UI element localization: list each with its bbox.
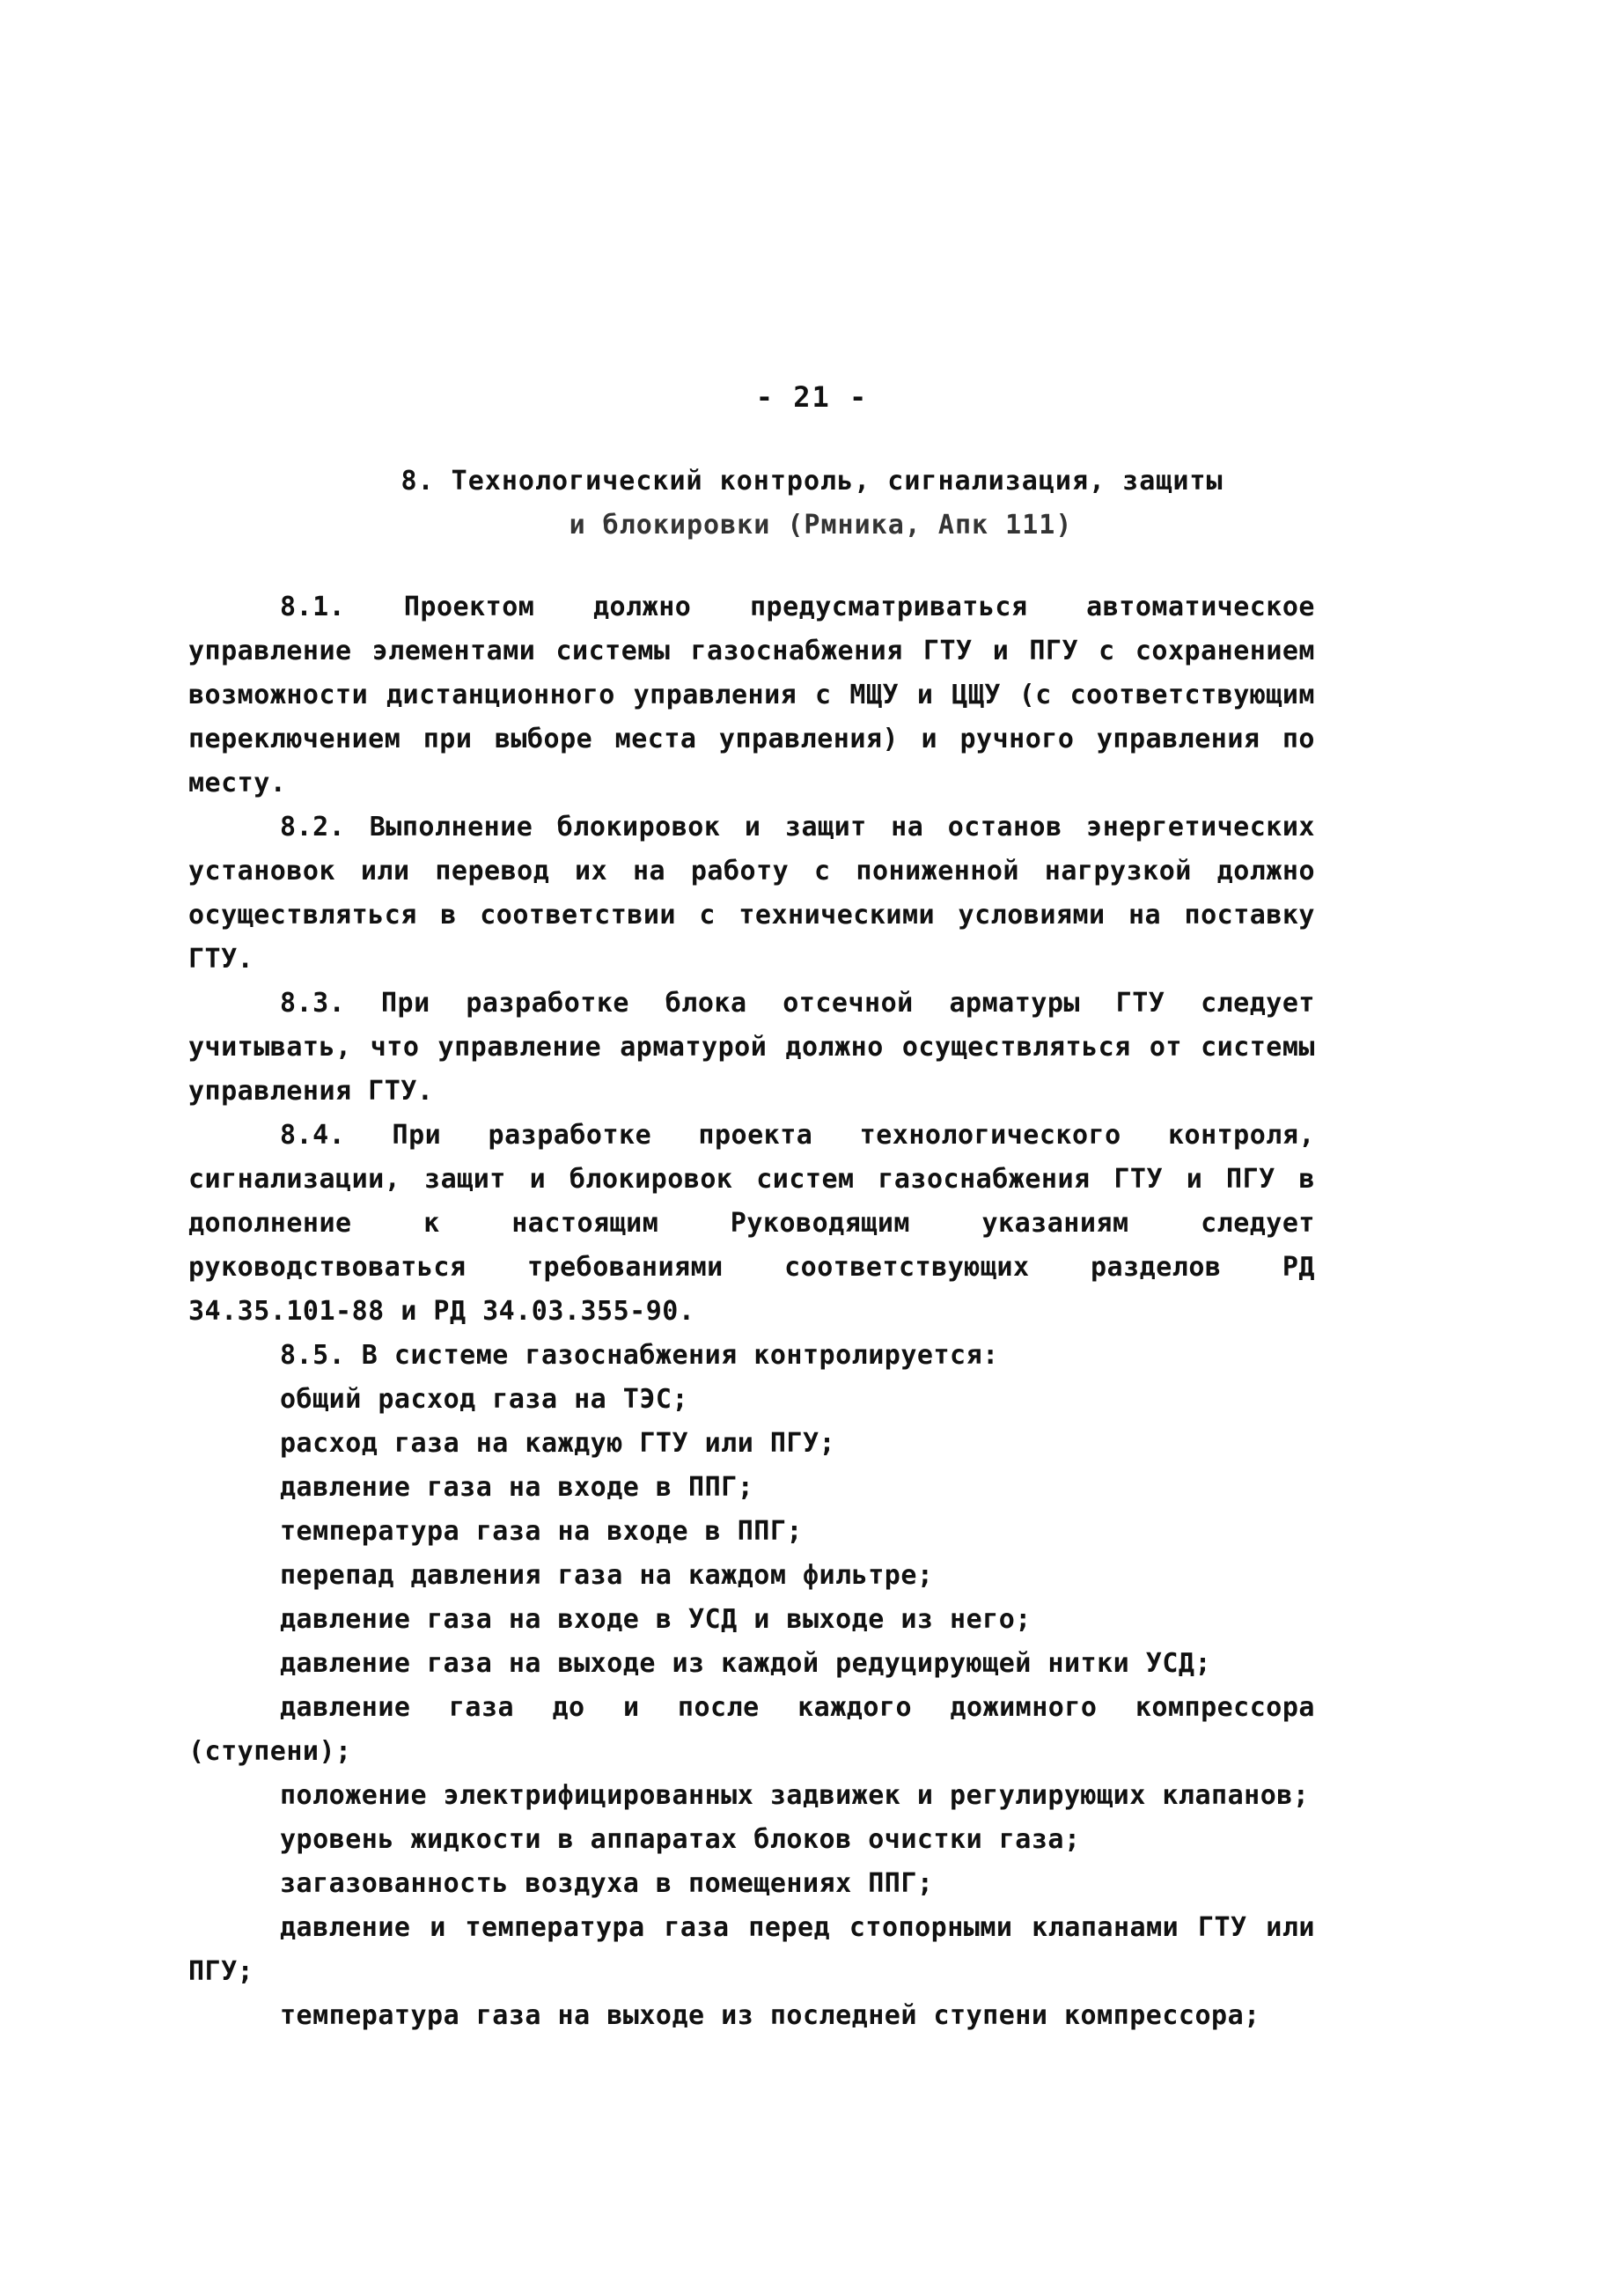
monitored-parameters-list [188, 1378, 1315, 2038]
list-item: температура газа на выходе из последней ступени компрессора; [280, 2000, 1260, 2031]
list-item: уровень жидкости в аппаратах блоков очистки газа; [280, 1824, 1081, 1855]
list-item: давление газа на выходе из каждой редуцирующей нитки УСД; [280, 1648, 1212, 1679]
list-item: расход газа на каждую ГТУ или ПГУ; [280, 1428, 836, 1459]
section-heading-line1: 8. Технологический контроль, сигнализация, защиты [400, 466, 1224, 497]
list-item: температура газа на входе в ППГ; [280, 1516, 803, 1547]
page-number: - 21 - [755, 380, 869, 414]
paragraph-8-2: 8.2. Выполнение блокировок и защит на останов энергетических установок или перевод их на работу с пониженной нагрузкой должно осуществляться в соответствии с техническими условиями на поставку ГТУ. [188, 812, 1315, 975]
paragraph-8-3: 8.3. При разработке блока отсечной арматуры ГТУ следует учитывать, что управление арматурой должно осуществляться от системы управления ГТУ. [188, 988, 1315, 1107]
list-item: загазованность воздуха в помещениях ППГ; [280, 1868, 934, 1899]
list-item: давление газа до и после каждого дожимного компрессора (ступени); [188, 1692, 1315, 1767]
list-item: положение электрифицированных задвижек и регулирующих клапанов; [280, 1780, 1310, 1811]
document-body [188, 585, 1315, 2038]
list-item: давление и температура газа перед стопорными клапанами ГТУ или ПГУ; [188, 1912, 1315, 1987]
section-heading-line2: и блокировки (Рмника, Апк 111) [569, 510, 1073, 541]
list-item: давление газа на входе в УСД и выходе из него; [280, 1604, 1032, 1635]
list-item: общий расход газа на ТЭС; [280, 1384, 689, 1415]
paragraph-8-5: 8.5. В системе газоснабжения контролируется: [280, 1340, 999, 1371]
paragraph-8-4: 8.4. При разработке проекта технологического контроля, сигнализации, защит и блокировок систем газоснабжения ГТУ и ПГУ в дополнение к настоящим Руководящим указаниям следует руководствоваться требованиями соответствующих разделов РД 34.35.101-88 и РД 34.03.355-90. [188, 1120, 1315, 1327]
list-item: перепад давления газа на каждом фильтре; [280, 1560, 934, 1591]
section-heading [0, 460, 1624, 548]
list-item: давление газа на входе в ППГ; [280, 1472, 754, 1503]
paragraph-8-1: 8.1. Проектом должно предусматриваться автоматическое управление элементами системы газоснабжения ГТУ и ПГУ с сохранением возможности дистанционного управления с МЩУ и ЦЩУ (с соответствующим переключением при выборе места управления) и ручного управления по месту. [188, 592, 1315, 798]
